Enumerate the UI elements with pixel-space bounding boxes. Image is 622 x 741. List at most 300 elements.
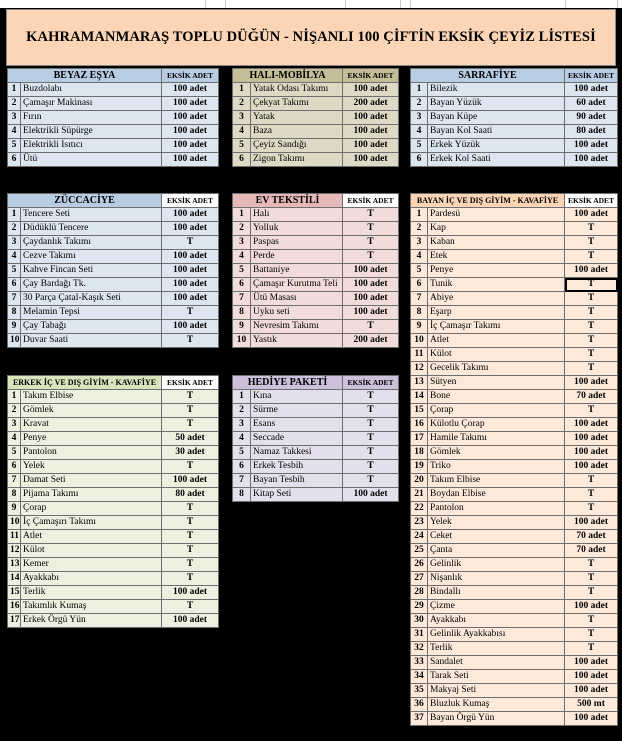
eksik-adet-header[interactable]: EKSİK ADET <box>162 376 219 390</box>
missing-amount-cell[interactable]: 100 adet <box>565 139 618 153</box>
item-name-cell[interactable]: Gömlek <box>21 404 162 418</box>
row-number-cell[interactable]: 30 <box>411 614 428 628</box>
item-name-cell[interactable]: Namaz Takkesi <box>251 446 343 460</box>
item-name-cell[interactable]: Gelinlik Ayakkabısı <box>428 628 565 642</box>
item-name-cell[interactable]: Bayan Küpe <box>428 111 565 125</box>
row-number-cell[interactable]: 7 <box>233 292 251 306</box>
missing-amount-cell[interactable]: T <box>162 558 219 572</box>
row-number-cell[interactable]: 7 <box>411 292 428 306</box>
item-name-cell[interactable]: Erkek Tesbih <box>251 460 343 474</box>
row-number-cell[interactable]: 4 <box>8 125 21 139</box>
missing-amount-cell[interactable]: T <box>565 614 618 628</box>
missing-amount-cell[interactable]: 100 adet <box>565 600 618 614</box>
item-name-cell[interactable]: Takım Elbise <box>21 390 162 404</box>
item-name-cell[interactable]: Külot <box>428 348 565 362</box>
item-name-cell[interactable]: Sürme <box>251 404 343 418</box>
row-number-cell[interactable]: 22 <box>411 502 428 516</box>
row-number-cell[interactable]: 2 <box>8 222 21 236</box>
missing-amount-cell[interactable]: 100 adet <box>565 376 618 390</box>
row-number-cell[interactable]: 3 <box>411 111 428 125</box>
missing-amount-cell[interactable]: T <box>565 572 618 586</box>
missing-amount-cell[interactable]: 100 adet <box>565 418 618 432</box>
missing-amount-cell[interactable]: 80 adet <box>565 125 618 139</box>
missing-amount-cell[interactable]: 100 adet <box>162 139 219 153</box>
row-number-cell[interactable]: 6 <box>233 460 251 474</box>
item-name-cell[interactable]: Kemer <box>21 558 162 572</box>
missing-amount-cell[interactable]: T <box>343 404 399 418</box>
item-name-cell[interactable]: Çay Bardağı Tk. <box>21 278 162 292</box>
row-number-cell[interactable]: 5 <box>411 139 428 153</box>
missing-amount-cell[interactable]: 100 adet <box>162 111 219 125</box>
row-number-cell[interactable]: 19 <box>411 460 428 474</box>
item-name-cell[interactable]: Erkek Örgü Yün <box>21 614 162 628</box>
missing-amount-cell[interactable]: 100 adet <box>343 278 399 292</box>
row-number-cell[interactable]: 3 <box>233 418 251 432</box>
row-number-cell[interactable]: 3 <box>8 236 21 250</box>
missing-amount-cell[interactable]: 200 adet <box>343 334 399 348</box>
missing-amount-cell[interactable]: 50 adet <box>162 432 219 446</box>
item-name-cell[interactable]: Çanta <box>428 544 565 558</box>
row-number-cell[interactable]: 2 <box>233 404 251 418</box>
item-name-cell[interactable]: Külot <box>21 544 162 558</box>
row-number-cell[interactable]: 8 <box>8 306 21 320</box>
category-header[interactable]: ERKEK İÇ VE DIŞ GİYİM - KAVAFİYE <box>8 376 162 390</box>
item-name-cell[interactable]: Terlik <box>21 586 162 600</box>
missing-amount-cell[interactable]: 70 adet <box>565 390 618 404</box>
item-name-cell[interactable]: Erkek Kol Saati <box>428 153 565 167</box>
missing-amount-cell[interactable]: T <box>162 306 219 320</box>
item-name-cell[interactable]: Nişanlık <box>428 572 565 586</box>
row-number-cell[interactable]: 2 <box>8 404 21 418</box>
item-name-cell[interactable]: Seccade <box>251 432 343 446</box>
item-name-cell[interactable]: İç Çamaşırı Takımı <box>21 516 162 530</box>
missing-amount-cell[interactable]: T <box>162 502 219 516</box>
missing-amount-cell[interactable]: 100 adet <box>343 83 399 97</box>
missing-amount-cell[interactable]: 100 adet <box>565 460 618 474</box>
missing-amount-cell[interactable]: 100 adet <box>162 125 219 139</box>
missing-amount-cell[interactable]: T <box>162 530 219 544</box>
row-number-cell[interactable]: 5 <box>411 264 428 278</box>
item-name-cell[interactable]: Atlet <box>428 334 565 348</box>
missing-amount-cell[interactable]: 100 adet <box>565 432 618 446</box>
missing-amount-cell[interactable]: T <box>565 222 618 236</box>
missing-amount-cell[interactable]: 100 adet <box>162 586 219 600</box>
row-number-cell[interactable]: 1 <box>8 83 21 97</box>
item-name-cell[interactable]: Çay Tabağı <box>21 320 162 334</box>
item-name-cell[interactable]: Zigon Takımı <box>251 153 343 167</box>
category-header[interactable]: ZÜCCACİYE <box>8 194 162 208</box>
row-number-cell[interactable]: 1 <box>411 208 428 222</box>
missing-amount-cell[interactable]: T <box>565 292 618 306</box>
missing-amount-cell[interactable]: 100 adet <box>162 97 219 111</box>
missing-amount-cell[interactable]: T <box>162 516 219 530</box>
missing-amount-cell[interactable]: 100 adet <box>343 125 399 139</box>
item-name-cell[interactable]: Bayan Kol Saati <box>428 125 565 139</box>
missing-amount-cell[interactable]: 100 adet <box>565 656 618 670</box>
row-number-cell[interactable]: 9 <box>411 320 428 334</box>
item-name-cell[interactable]: Atlet <box>21 530 162 544</box>
item-name-cell[interactable]: Sandalet <box>428 656 565 670</box>
category-header[interactable]: SARRAFİYE <box>411 69 565 83</box>
row-number-cell[interactable]: 29 <box>411 600 428 614</box>
item-name-cell[interactable]: Ütü <box>21 153 162 167</box>
missing-amount-cell[interactable]: 100 adet <box>343 264 399 278</box>
item-name-cell[interactable]: Etek <box>428 250 565 264</box>
item-name-cell[interactable]: Çorap <box>21 502 162 516</box>
eksik-adet-header[interactable]: EKSİK ADET <box>343 69 399 83</box>
row-number-cell[interactable]: 2 <box>8 97 21 111</box>
missing-amount-cell[interactable]: 100 adet <box>343 488 399 502</box>
row-number-cell[interactable]: 6 <box>411 278 428 292</box>
item-name-cell[interactable]: Penye <box>21 432 162 446</box>
row-number-cell[interactable]: 3 <box>8 111 21 125</box>
missing-amount-cell[interactable]: T <box>565 488 618 502</box>
row-number-cell[interactable]: 7 <box>8 474 21 488</box>
missing-amount-cell[interactable]: T <box>162 390 219 404</box>
missing-amount-cell[interactable]: 100 adet <box>162 264 219 278</box>
item-name-cell[interactable]: Nevresim Takımı <box>251 320 343 334</box>
item-name-cell[interactable]: Kına <box>251 390 343 404</box>
missing-amount-cell[interactable]: T <box>162 600 219 614</box>
item-name-cell[interactable]: Esans <box>251 418 343 432</box>
row-number-cell[interactable]: 13 <box>8 558 21 572</box>
item-name-cell[interactable]: Yelek <box>21 460 162 474</box>
item-name-cell[interactable]: Pardesü <box>428 208 565 222</box>
item-name-cell[interactable]: Takım Elbise <box>428 474 565 488</box>
missing-amount-cell[interactable]: 100 adet <box>565 264 618 278</box>
item-name-cell[interactable]: Yatak <box>251 111 343 125</box>
row-number-cell[interactable]: 8 <box>8 488 21 502</box>
row-number-cell[interactable]: 1 <box>233 390 251 404</box>
row-number-cell[interactable]: 4 <box>411 125 428 139</box>
missing-amount-cell[interactable]: T <box>343 474 399 488</box>
item-name-cell[interactable]: Perde <box>251 250 343 264</box>
missing-amount-cell[interactable]: T <box>162 544 219 558</box>
missing-amount-cell[interactable]: 100 adet <box>565 712 618 726</box>
missing-amount-cell[interactable]: T <box>565 250 618 264</box>
row-number-cell[interactable]: 5 <box>8 139 21 153</box>
eksik-adet-header[interactable]: EKSİK ADET <box>343 376 399 390</box>
missing-amount-cell[interactable]: T <box>565 558 618 572</box>
item-name-cell[interactable]: Kaban <box>428 236 565 250</box>
missing-amount-cell[interactable]: T <box>162 418 219 432</box>
item-name-cell[interactable]: Gömlek <box>428 446 565 460</box>
row-number-cell[interactable]: 16 <box>411 418 428 432</box>
missing-amount-cell[interactable]: T <box>565 586 618 600</box>
row-number-cell[interactable]: 11 <box>8 530 21 544</box>
row-number-cell[interactable]: 7 <box>8 292 21 306</box>
item-name-cell[interactable]: Boydan Elbise <box>428 488 565 502</box>
missing-amount-cell[interactable]: T <box>565 502 618 516</box>
item-name-cell[interactable]: Melamin Tepsi <box>21 306 162 320</box>
item-name-cell[interactable]: Penye <box>428 264 565 278</box>
row-number-cell[interactable]: 17 <box>411 432 428 446</box>
missing-amount-cell[interactable]: 80 adet <box>162 488 219 502</box>
missing-amount-cell[interactable]: T <box>565 642 618 656</box>
row-number-cell[interactable]: 20 <box>411 474 428 488</box>
row-number-cell[interactable]: 8 <box>233 306 251 320</box>
item-name-cell[interactable]: Abiye <box>428 292 565 306</box>
row-number-cell[interactable]: 2 <box>233 97 251 111</box>
item-name-cell[interactable]: Pantolon <box>428 502 565 516</box>
item-name-cell[interactable]: Battaniye <box>251 264 343 278</box>
item-name-cell[interactable]: Cezve Takımı <box>21 250 162 264</box>
missing-amount-cell[interactable]: 30 adet <box>162 446 219 460</box>
sheet-title[interactable]: KAHRAMANMARAŞ TOPLU DÜĞÜN - NİŞANLI 100 ÇİFTİN EKSİK ÇEYİZ LİSTESİ <box>6 9 616 66</box>
missing-amount-cell[interactable]: 100 adet <box>343 306 399 320</box>
row-number-cell[interactable]: 16 <box>8 600 21 614</box>
row-number-cell[interactable]: 4 <box>8 432 21 446</box>
item-name-cell[interactable]: Buzdolabı <box>21 83 162 97</box>
missing-amount-cell[interactable]: T <box>343 250 399 264</box>
missing-amount-cell[interactable]: 100 adet <box>343 292 399 306</box>
item-name-cell[interactable]: Kravat <box>21 418 162 432</box>
missing-amount-cell[interactable]: 100 adet <box>162 320 219 334</box>
row-number-cell[interactable]: 35 <box>411 684 428 698</box>
row-number-cell[interactable]: 8 <box>411 306 428 320</box>
missing-amount-cell[interactable]: T <box>565 306 618 320</box>
missing-amount-cell[interactable]: 100 adet <box>565 446 618 460</box>
row-number-cell[interactable]: 4 <box>411 250 428 264</box>
row-number-cell[interactable]: 12 <box>8 544 21 558</box>
missing-amount-cell[interactable]: 100 adet <box>565 684 618 698</box>
item-name-cell[interactable]: Kahve Fincan Seti <box>21 264 162 278</box>
row-number-cell[interactable]: 32 <box>411 642 428 656</box>
missing-amount-cell[interactable]: 200 adet <box>343 97 399 111</box>
item-name-cell[interactable]: Kitap Seti <box>251 488 343 502</box>
row-number-cell[interactable]: 15 <box>411 404 428 418</box>
item-name-cell[interactable]: Tarak Seti <box>428 670 565 684</box>
item-name-cell[interactable]: Bluzluk Kumaş <box>428 698 565 712</box>
missing-amount-cell[interactable]: 90 adet <box>565 111 618 125</box>
row-number-cell[interactable]: 34 <box>411 670 428 684</box>
missing-amount-cell[interactable]: 100 adet <box>162 153 219 167</box>
row-number-cell[interactable]: 3 <box>8 418 21 432</box>
missing-amount-cell[interactable]: T <box>343 432 399 446</box>
missing-amount-cell[interactable]: 100 adet <box>162 250 219 264</box>
missing-amount-cell[interactable]: 100 adet <box>565 153 618 167</box>
row-number-cell[interactable]: 3 <box>411 236 428 250</box>
row-number-cell[interactable]: 1 <box>8 390 21 404</box>
missing-amount-cell[interactable]: T <box>565 236 618 250</box>
missing-amount-cell[interactable]: T <box>565 404 618 418</box>
row-number-cell[interactable]: 31 <box>411 628 428 642</box>
row-number-cell[interactable]: 11 <box>411 348 428 362</box>
row-number-cell[interactable]: 1 <box>411 83 428 97</box>
row-number-cell[interactable]: 10 <box>8 334 21 348</box>
item-name-cell[interactable]: Paspas <box>251 236 343 250</box>
item-name-cell[interactable]: Düdüklü Tencere <box>21 222 162 236</box>
row-number-cell[interactable]: 6 <box>8 153 21 167</box>
item-name-cell[interactable]: Pantolon <box>21 446 162 460</box>
item-name-cell[interactable]: Halı <box>251 208 343 222</box>
missing-amount-cell[interactable]: T <box>343 460 399 474</box>
item-name-cell[interactable]: Eşarp <box>428 306 565 320</box>
row-number-cell[interactable]: 3 <box>233 111 251 125</box>
missing-amount-cell[interactable]: T <box>343 208 399 222</box>
missing-amount-cell[interactable]: 100 adet <box>343 111 399 125</box>
item-name-cell[interactable]: Bayan Tesbih <box>251 474 343 488</box>
missing-amount-cell[interactable]: 100 adet <box>162 292 219 306</box>
item-name-cell[interactable]: Sütyen <box>428 376 565 390</box>
item-name-cell[interactable]: Makyaj Seti <box>428 684 565 698</box>
row-number-cell[interactable]: 18 <box>411 446 428 460</box>
row-number-cell[interactable]: 25 <box>411 544 428 558</box>
item-name-cell[interactable]: Ayakkabı <box>428 614 565 628</box>
row-number-cell[interactable]: 27 <box>411 572 428 586</box>
item-name-cell[interactable]: Elektrikli Isıtıcı <box>21 139 162 153</box>
missing-amount-cell[interactable]: T <box>565 348 618 362</box>
row-number-cell[interactable]: 1 <box>8 208 21 222</box>
missing-amount-cell[interactable]: T <box>162 404 219 418</box>
category-header[interactable]: BEYAZ EŞYA <box>8 69 162 83</box>
item-name-cell[interactable]: Uyku seti <box>251 306 343 320</box>
missing-amount-cell[interactable]: 100 adet <box>565 83 618 97</box>
item-name-cell[interactable]: Çeyiz Sandığı <box>251 139 343 153</box>
eksik-adet-header[interactable]: EKSİK ADET <box>565 69 618 83</box>
item-name-cell[interactable]: Damat Seti <box>21 474 162 488</box>
row-number-cell[interactable]: 17 <box>8 614 21 628</box>
item-name-cell[interactable]: Çamaşır Makinası <box>21 97 162 111</box>
missing-amount-cell[interactable]: 100 adet <box>565 208 618 222</box>
row-number-cell[interactable]: 10 <box>411 334 428 348</box>
row-number-cell[interactable]: 6 <box>233 153 251 167</box>
row-number-cell[interactable]: 5 <box>233 446 251 460</box>
item-name-cell[interactable]: Gecelik Takımı <box>428 362 565 376</box>
row-number-cell[interactable]: 4 <box>233 125 251 139</box>
missing-amount-cell[interactable]: 100 adet <box>162 614 219 628</box>
category-header[interactable]: HALI-MOBİLYA <box>233 69 343 83</box>
eksik-adet-header[interactable]: EKSİK ADET <box>162 194 219 208</box>
row-number-cell[interactable]: 4 <box>233 432 251 446</box>
item-name-cell[interactable]: Yelek <box>428 516 565 530</box>
item-name-cell[interactable]: Çizme <box>428 600 565 614</box>
missing-amount-cell[interactable]: 100 adet <box>343 153 399 167</box>
row-number-cell[interactable]: 28 <box>411 586 428 600</box>
item-name-cell[interactable]: İç Çamaşır Takımı <box>428 320 565 334</box>
item-name-cell[interactable]: Ceket <box>428 530 565 544</box>
row-number-cell[interactable]: 5 <box>8 446 21 460</box>
item-name-cell[interactable]: Çaydanlık Takımı <box>21 236 162 250</box>
item-name-cell[interactable]: Gelinlik <box>428 558 565 572</box>
category-header[interactable]: EV TEKSTİLİ <box>233 194 343 208</box>
item-name-cell[interactable]: Çekyat Takımı <box>251 97 343 111</box>
row-number-cell[interactable]: 26 <box>411 558 428 572</box>
item-name-cell[interactable]: Kap <box>428 222 565 236</box>
item-name-cell[interactable]: Hamile Takımı <box>428 432 565 446</box>
row-number-cell[interactable]: 6 <box>411 153 428 167</box>
row-number-cell[interactable]: 2 <box>233 222 251 236</box>
missing-amount-cell[interactable]: T <box>162 236 219 250</box>
row-number-cell[interactable]: 14 <box>8 572 21 586</box>
row-number-cell[interactable]: 2 <box>411 97 428 111</box>
item-name-cell[interactable]: Ayakkabı <box>21 572 162 586</box>
row-number-cell[interactable]: 6 <box>8 460 21 474</box>
item-name-cell[interactable]: Bone <box>428 390 565 404</box>
missing-amount-cell[interactable]: T <box>565 362 618 376</box>
item-name-cell[interactable]: Yastık <box>251 334 343 348</box>
row-number-cell[interactable]: 9 <box>8 502 21 516</box>
item-name-cell[interactable]: Ütü Masası <box>251 292 343 306</box>
row-number-cell[interactable]: 7 <box>233 474 251 488</box>
item-name-cell[interactable]: Elektrikli Süpürge <box>21 125 162 139</box>
missing-amount-cell[interactable]: T <box>343 236 399 250</box>
row-number-cell[interactable]: 5 <box>233 264 251 278</box>
missing-amount-cell[interactable]: T <box>162 334 219 348</box>
row-number-cell[interactable]: 36 <box>411 698 428 712</box>
item-name-cell[interactable]: Yolluk <box>251 222 343 236</box>
row-number-cell[interactable]: 6 <box>8 278 21 292</box>
missing-amount-cell[interactable]: 100 adet <box>565 670 618 684</box>
row-number-cell[interactable]: 4 <box>8 250 21 264</box>
item-name-cell[interactable]: Terlik <box>428 642 565 656</box>
item-name-cell[interactable]: Triko <box>428 460 565 474</box>
item-name-cell[interactable]: Pijama Takımı <box>21 488 162 502</box>
row-number-cell[interactable]: 21 <box>411 488 428 502</box>
missing-amount-cell[interactable]: 70 adet <box>565 544 618 558</box>
missing-amount-cell[interactable]: 100 adet <box>162 208 219 222</box>
row-number-cell[interactable]: 9 <box>233 320 251 334</box>
item-name-cell[interactable]: Bayan Örgü Yün <box>428 712 565 726</box>
row-number-cell[interactable]: 23 <box>411 516 428 530</box>
item-name-cell[interactable]: Tencere Seti <box>21 208 162 222</box>
row-number-cell[interactable]: 1 <box>233 208 251 222</box>
missing-amount-cell[interactable]: 100 adet <box>162 278 219 292</box>
category-header[interactable]: BAYAN İÇ VE DIŞ GİYİM - KAVAFİYE <box>411 194 565 208</box>
item-name-cell[interactable]: Fırın <box>21 111 162 125</box>
row-number-cell[interactable]: 12 <box>411 362 428 376</box>
row-number-cell[interactable]: 3 <box>233 236 251 250</box>
row-number-cell[interactable]: 2 <box>411 222 428 236</box>
item-name-cell[interactable]: Takımlık Kumaş <box>21 600 162 614</box>
row-number-cell[interactable]: 8 <box>233 488 251 502</box>
row-number-cell[interactable]: 4 <box>233 250 251 264</box>
row-number-cell[interactable]: 37 <box>411 712 428 726</box>
item-name-cell[interactable]: Bayan Yüzük <box>428 97 565 111</box>
item-name-cell[interactable]: Tunik <box>428 278 565 292</box>
row-number-cell[interactable]: 10 <box>8 516 21 530</box>
missing-amount-cell[interactable]: T <box>565 278 618 292</box>
missing-amount-cell[interactable]: T <box>565 628 618 642</box>
eksik-adet-header[interactable]: EKSİK ADET <box>565 194 618 208</box>
item-name-cell[interactable]: 30 Parça Çatal-Kaşık Seti <box>21 292 162 306</box>
item-name-cell[interactable]: Bilezik <box>428 83 565 97</box>
missing-amount-cell[interactable]: T <box>343 446 399 460</box>
missing-amount-cell[interactable]: 100 adet <box>565 516 618 530</box>
item-name-cell[interactable]: Duvar Saati <box>21 334 162 348</box>
missing-amount-cell[interactable]: T <box>343 418 399 432</box>
missing-amount-cell[interactable]: 100 adet <box>162 83 219 97</box>
item-name-cell[interactable]: Çamaşır Kurutma Teli <box>251 278 343 292</box>
missing-amount-cell[interactable]: T <box>162 460 219 474</box>
row-number-cell[interactable]: 14 <box>411 390 428 404</box>
missing-amount-cell[interactable]: 100 adet <box>162 474 219 488</box>
row-number-cell[interactable]: 15 <box>8 586 21 600</box>
missing-amount-cell[interactable]: T <box>343 390 399 404</box>
missing-amount-cell[interactable]: T <box>343 222 399 236</box>
missing-amount-cell[interactable]: 100 adet <box>162 222 219 236</box>
missing-amount-cell[interactable]: T <box>162 572 219 586</box>
missing-amount-cell[interactable]: 100 adet <box>343 139 399 153</box>
category-header[interactable]: HEDİYE PAKETİ <box>233 376 343 390</box>
missing-amount-cell[interactable]: T <box>565 474 618 488</box>
eksik-adet-header[interactable]: EKSİK ADET <box>162 69 219 83</box>
row-number-cell[interactable]: 5 <box>233 139 251 153</box>
row-number-cell[interactable]: 5 <box>8 264 21 278</box>
row-number-cell[interactable]: 13 <box>411 376 428 390</box>
row-number-cell[interactable]: 33 <box>411 656 428 670</box>
item-name-cell[interactable]: Külotlu Çorap <box>428 418 565 432</box>
